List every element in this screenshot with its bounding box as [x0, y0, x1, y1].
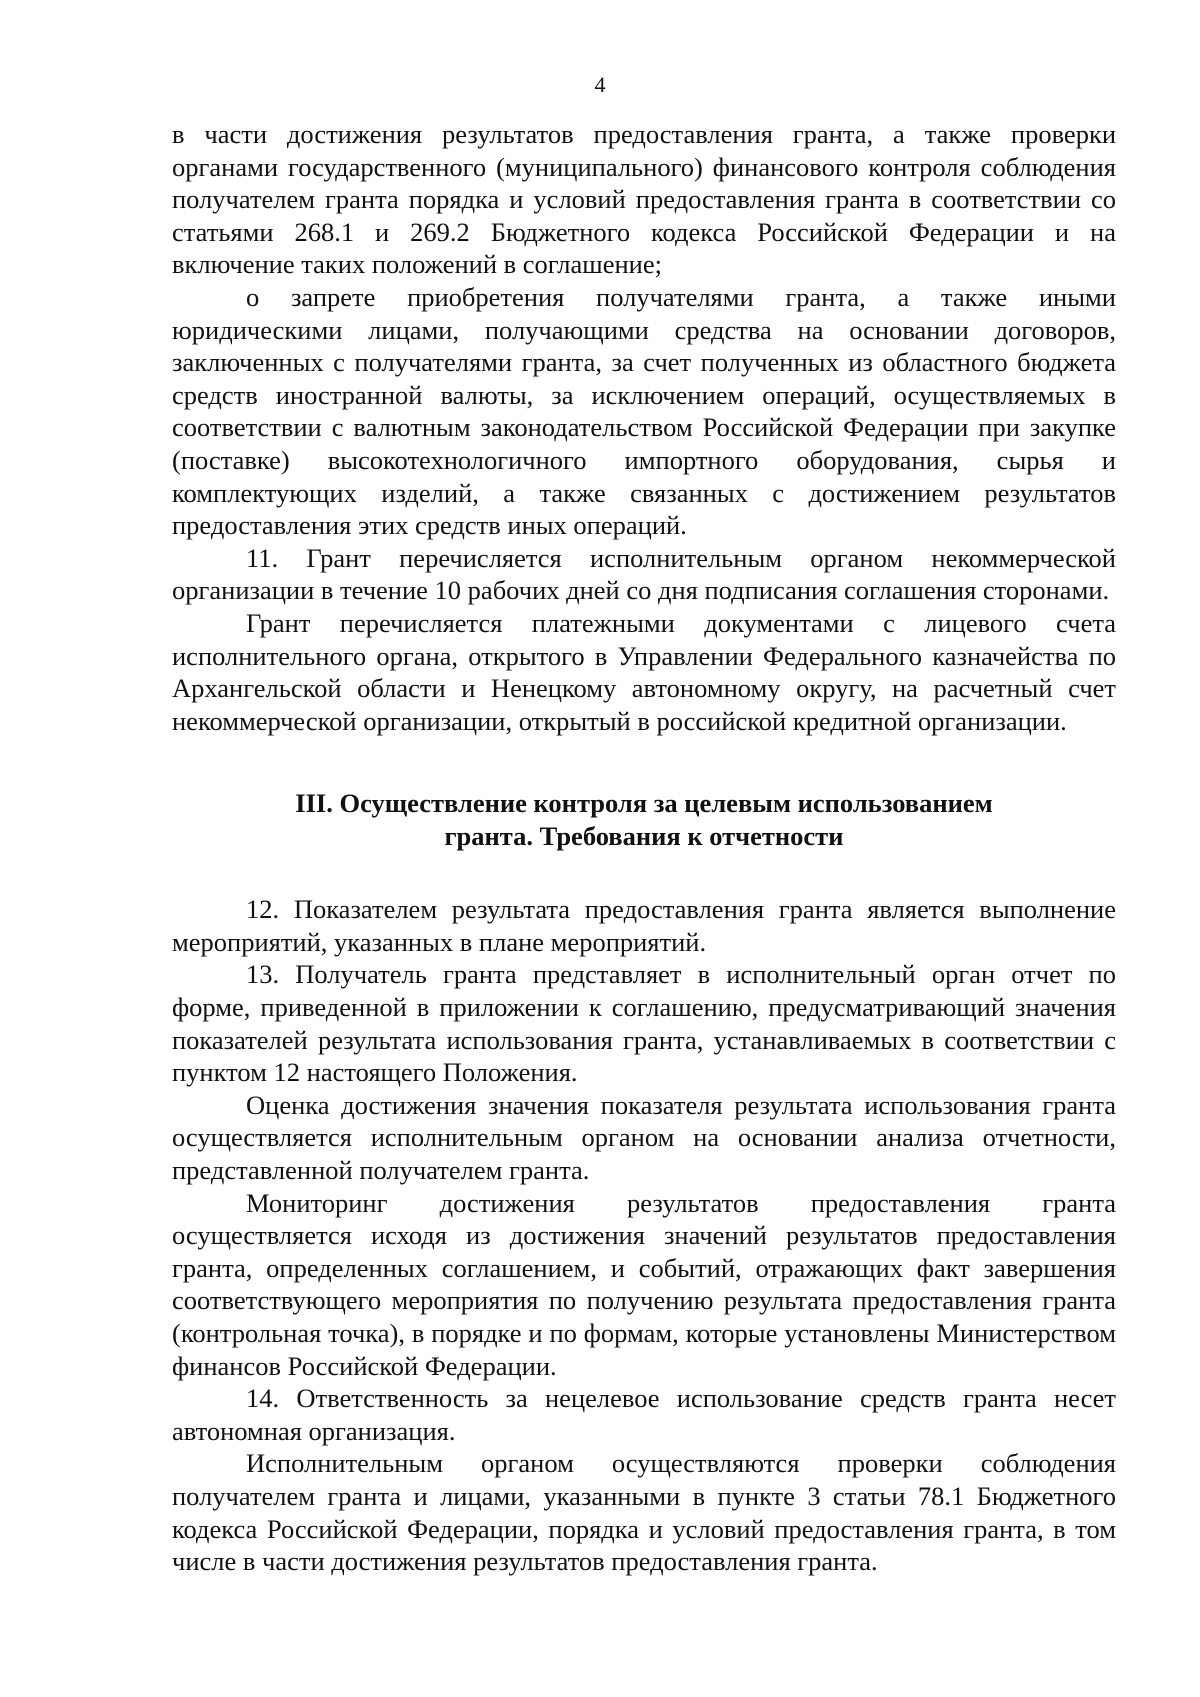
paragraph: Грант перечисляется платежными документами с лицевого счета исполнительного органа, открытого в Управлении Федерального казначейства по Архангельской области и Ненецкому автономному округу, на расчетный счет некоммерческой организации, открытый в российской кредитной организации. [172, 607, 1116, 736]
paragraph: 14. Ответственность за нецелевое использование средств гранта несет автономная организация. [172, 1383, 1116, 1446]
section-heading-line: III. Осуществление контроля за целевым использованием [295, 788, 993, 819]
paragraph: 12. Показателем результата предоставления гранта является выполнение мероприятий, указанных в плане мероприятий. [172, 894, 1116, 957]
section-heading-line: гранта. Требования к отчетности [444, 821, 844, 852]
paragraph: Исполнительным органом осуществляются проверки соблюдения получателем гранта и лицами, указанными в пункте 3 статьи 78.1 Бюджетного кодекса Российской Федерации, порядка и условий предоставления гранта, в том числе в части достижения результатов предоставления гранта. [172, 1448, 1116, 1577]
document-body [172, 118, 1116, 1578]
page-number: 4 [594, 72, 606, 97]
paragraph: 13. Получатель гранта представляет в исполнительный орган отчет по форме, приведенной в приложении к соглашению, предусматривающий значения показателей результата использования гранта, устанавливаемых в соответствии с пунктом 12 настоящего Положения. [172, 959, 1116, 1088]
paragraph: в части достижения результатов предоставления гранта, а также проверки органами государственного (муниципального) финансового контроля соблюдения получателем гранта порядка и условий предоставления гранта в соответствии со статьями 268.1 и 269.2 Бюджетного кодекса Российской Федерации и на включение таких положений в соглашение; [172, 119, 1116, 280]
paragraph: 11. Грант перечисляется исполнительным органом некоммерческой организации в течение 10 рабочих дней со дня подписания соглашения сторонами. [172, 542, 1116, 606]
paragraph: о запрете приобретения получателями гранта, а также иными юридическими лицами, получающими средства на основании договоров, заключенных с получателями гранта, за счет полученных из областного бюджета средств иностранной валюты, за исключением операций, осуществляемых в соответствии с валютным законодательством Российской Федерации при закупке (поставке) высокотехнологичного импортного оборудования, сырья и комплектующих изделий, а также связанных с достижением результатов предоставления этих средств иных операций. [172, 281, 1116, 541]
paragraph: Мониторинг достижения результатов предоставления гранта осуществляется исходя из достижения значений результатов предоставления гранта, определенных соглашением, и событий, отражающих факт завершения соответствующего мероприятия по получению результата предоставления гранта (контрольная точка), в порядке и по формам, которые установлены Министерством финансов Российской Федерации. [172, 1187, 1116, 1381]
paragraph: Оценка достижения значения показателя результата использования гранта осуществляется исполнительным органом на основании анализа отчетности, представленной получателем гранта. [172, 1089, 1116, 1186]
section-heading [172, 787, 1116, 853]
